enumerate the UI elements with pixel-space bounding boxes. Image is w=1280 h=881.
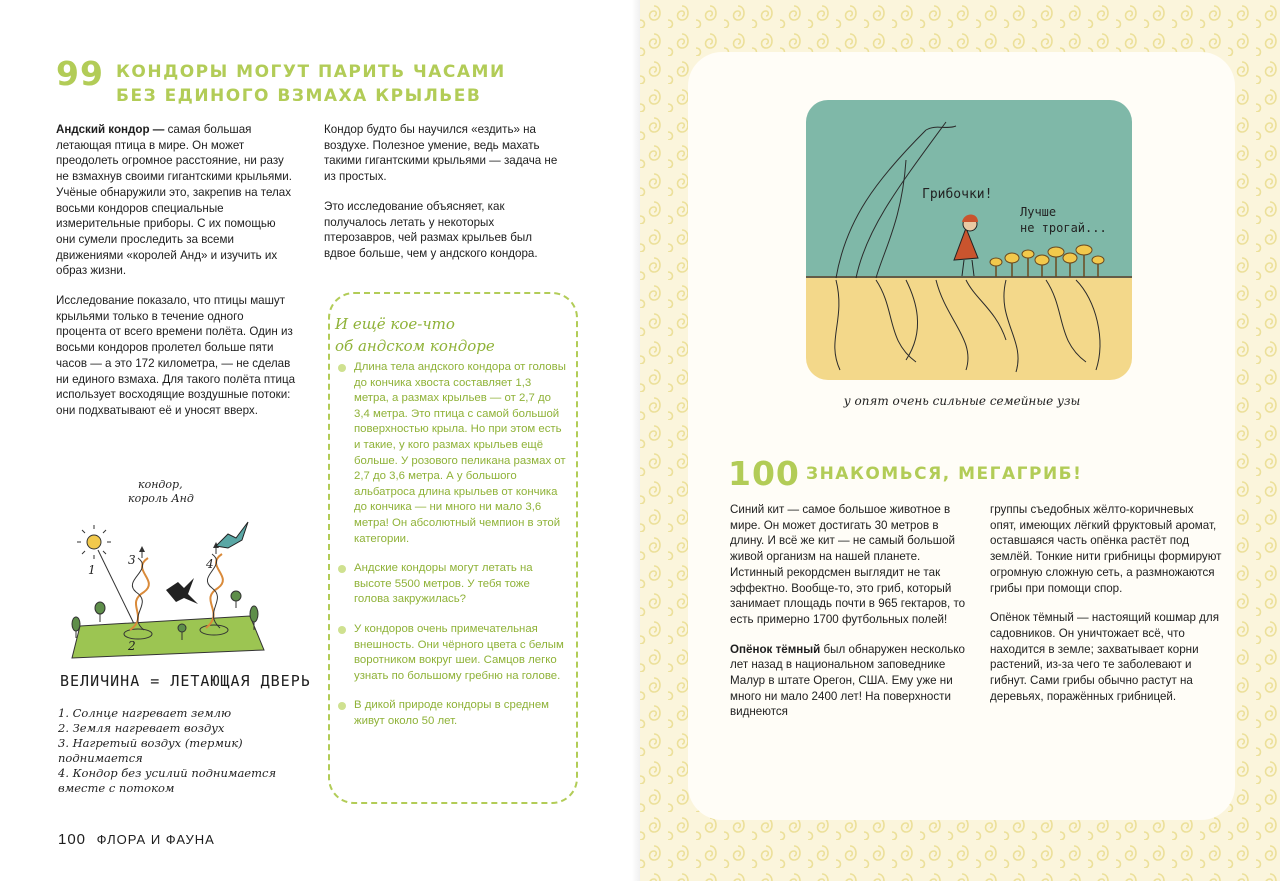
paragraph: Исследование показало, что птицы машут крыльями только в течение одного процента от всего времени полёта. Один из восьми кондоров пролетел больше пяти часов — а это 172 километра, — не сделав ни единого взмаха. Для такого полёта птица использует восходящие воздушные потоки: они подхватывают её и уносят вверх. [56, 294, 296, 417]
paragraph: группы съедобных жёлто-коричневых опят, имеющих лёгкий фруктовый аромат, оставшаяся часть опёнка растёт под землёй. Тонкие нити грибницы формируют огромную сложную сеть, а размножаются грибы при помощи спор. [990, 503, 1222, 595]
illustration-caption: у опят очень сильные семейные узы [843, 394, 1081, 408]
section-title-mushroom: ЗНАКОМЬСЯ, МЕГАГРИБ! [806, 464, 1083, 484]
paragraph: Кондор будто бы научился «ездить» на воздухе. Полезное умение, ведь махать такими гигантскими крыльями — задача не из простых. [324, 123, 558, 184]
fact-list [336, 360, 568, 743]
speech-bubble-1: Грибочки! [922, 187, 993, 202]
diagram-headline: ВЕЛИЧИНА = ЛЕТАЮЩАЯ ДВЕРЬ [60, 672, 311, 690]
lead-bold: Опёнок тёмный [730, 642, 821, 656]
paragraph: самая большая летающая птица в мире. Он может преодолеть огромное расстояние, ни разу не взмахнув своими гигантскими крыльями. Учёные обнаружили это, закрепив на телах восьми кондоров специальные измерительные приборы. С их помощью они сумели проследить за всеми движениями «королей Анд» и изучить их образ жизни. [56, 123, 292, 278]
list-item [336, 622, 568, 684]
section-name: ФЛОРА И ФАУНА [96, 832, 215, 847]
list-item-text: В дикой природе кондоры в среднем живут около 50 лет. [354, 699, 550, 727]
condor-label-line2: король Анд [128, 492, 194, 505]
bullet-icon [338, 626, 346, 634]
section-title-line1: КОНДОРЫ МОГУТ ПАРИТЬ ЧАСАМИ [116, 62, 506, 82]
list-item-text: У кондоров очень примечательная внешность. Они чёрного цвета с белым воротником вокруг шеи. Самцов легко узнать по большому гребню на голове. [354, 622, 564, 682]
section-number-99: 99 [56, 54, 104, 93]
list-item-text: Длина тела андского кондора от головы до кончика хвоста составляет 1,3 метра, а размах крыльев — от 2,7 до 3,4 метра. Это птица с самой большой поверхностью крыла. Но при этом есть и такие, у кого размах крыльев ещё больше. У розового пеликана размах от 2,7 до 3,6 метра. А у большого альбатроса длина крыльев от кончика до кончика — ни много ни мало 3,6 метра! Он абсолютный чемпион в этой категории. [354, 361, 566, 545]
step-3: 3. Нагретый воздух (термик) поднимается [58, 736, 243, 765]
text-column-3 [730, 502, 968, 734]
bullet-icon [338, 702, 346, 710]
text-column-1 [56, 122, 296, 433]
paragraph: Опёнок тёмный — настоящий кошмар для садовников. Он уничтожает всё, что находится в земле; захватывает корни растений, из-за чего те заболевают и гибнут. Сами грибы обычно растут на деревьях, поражённых грибницей. [990, 611, 1219, 703]
step-1: 1. Солнце нагревает землю [58, 706, 232, 720]
diagram-num-2: 2 [128, 639, 136, 653]
list-item [336, 360, 568, 547]
list-item [336, 698, 568, 729]
lead-bold: Андский кондор — [56, 123, 165, 136]
paragraph: Это исследование объясняет, как получалось летать у некоторых птерозавров, чей размах крыльев был вдвое больше, чем у андского кондора. [324, 199, 538, 260]
sun-icon [87, 535, 101, 549]
speech-bubble-2-line2: не трогай... [1020, 221, 1107, 235]
step-4: 4. Кондор без усилий поднимается вместе с потоком [58, 766, 277, 795]
diagram-num-3: 3 [128, 553, 136, 567]
fact-box-title-line1: И ещё кое-что [335, 315, 455, 333]
speech-bubble-2-line1: Лучше [1020, 205, 1057, 219]
mushroom-scene [806, 100, 1132, 380]
page-footer [58, 831, 215, 848]
section-number-100: 100 [728, 454, 800, 493]
flying-condor-icon [216, 522, 248, 548]
list-item-text: Андские кондоры могут летать на высоте 5500 метров. У тебя тоже голова закружилась? [354, 562, 533, 606]
page-number: 100 [58, 831, 87, 848]
diagram-num-4: 4 [206, 557, 214, 571]
paragraph: был обнаружен несколько лет назад в национальном заповеднике Малур в штате Орегон, США. Ему уже ни много ни мало 2400 лет! На поверхности виднеются [730, 642, 966, 719]
paragraph: Синий кит — самое большое животное в мире. Он может достигать 30 метров в длину. И всё же кит — не самый большой живой организм на нашей планете. Истинный рекордсмен выглядит не так эффектно. Вообще-то, это гриб, который занимает площадь почти в 965 гектаров, то есть примерно 1700 футбольных полей! [730, 503, 966, 626]
text-column-2 [324, 122, 564, 276]
bullet-icon [338, 565, 346, 573]
bullet-icon [338, 364, 346, 372]
step-2: 2. Земля нагревает воздух [58, 721, 225, 735]
thermal-diagram-illustration [66, 508, 266, 660]
diagram-num-1: 1 [88, 563, 96, 577]
fact-box-title-line2: об андском кондоре [335, 337, 495, 355]
list-item [336, 561, 568, 608]
text-column-4 [990, 502, 1222, 718]
condor-icon [166, 578, 198, 604]
mushroom-illustration [806, 100, 1132, 380]
section-title-line2: БЕЗ ЕДИНОГО ВЗМАХА КРЫЛЬЕВ [116, 86, 482, 106]
condor-label-line1: кондор, [138, 478, 183, 491]
diagram-steps [58, 706, 294, 796]
fact-box-title [335, 313, 575, 357]
